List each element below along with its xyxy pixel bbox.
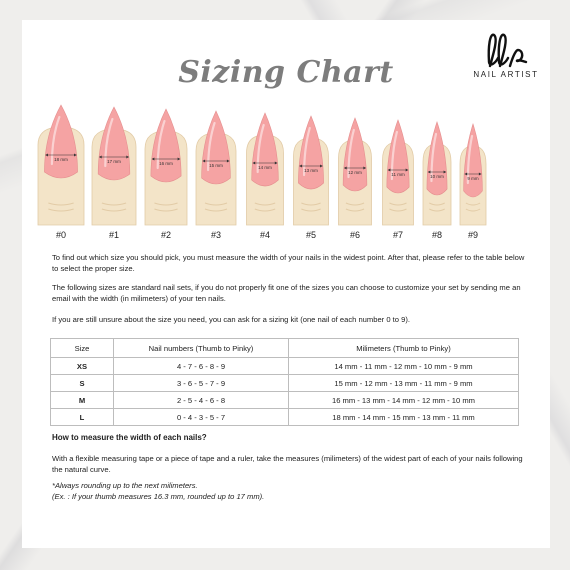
nail-0 [38, 105, 84, 240]
size-cell: L [51, 409, 114, 426]
nail-width-label: 14 mm [258, 165, 272, 170]
nail-shape [151, 109, 181, 182]
nail-shape [464, 124, 483, 197]
nail-shape [387, 120, 409, 193]
nail-shape [427, 122, 447, 195]
nail-numbers-cell: 3 - 6 - 5 - 7 - 9 [114, 375, 289, 392]
rounding-note [52, 480, 264, 502]
nail-number-label: #9 [467, 230, 479, 240]
table-row [51, 375, 519, 392]
nail-9 [460, 124, 486, 240]
nail-number-label: #6 [349, 230, 361, 240]
nail-5 [294, 116, 329, 240]
nail-shape [252, 113, 279, 186]
size-table [50, 338, 519, 426]
nail-8 [423, 122, 451, 240]
millimeters-cell: 16 mm - 13 mm - 14 mm - 12 mm - 10 mm [289, 392, 519, 409]
nail-3 [196, 111, 236, 240]
nail-width-label: 15 mm [209, 163, 223, 168]
millimeters-cell: 18 mm - 14 mm - 15 mm - 13 mm - 11 mm [289, 409, 519, 426]
nail-width-label: 9 mm [467, 176, 479, 181]
sizing-chart-card [22, 20, 550, 548]
nail-width-label: 11 mm [391, 172, 405, 177]
nail-width-label: 17 mm [107, 159, 121, 164]
nail-number-label: #7 [392, 230, 404, 240]
how-to-measure-heading: How to measure the width of each nails? [52, 433, 207, 442]
nail-numbers-cell: 2 - 5 - 4 - 6 - 8 [114, 392, 289, 409]
logo-subtitle: NAIL ARTIST [473, 70, 539, 79]
nail-2 [145, 109, 187, 240]
millimeters-cell: 14 mm - 11 mm - 12 mm - 10 mm - 9 mm [289, 358, 519, 375]
size-cell: M [51, 392, 114, 409]
page-title: Sizing Chart [178, 55, 394, 90]
size-cell: XS [51, 358, 114, 375]
header-size: Size [51, 339, 114, 358]
nail-number-label: #8 [431, 230, 443, 240]
rounding-note-line-2: (Ex. : If your thumb measures 16.3 mm, rounded up to 17 mm). [52, 492, 265, 501]
nail-width-label: 16 mm [159, 161, 173, 166]
header-millimeters: Milimeters (Thumb to Pinky) [289, 339, 519, 358]
nail-width-label: 18 mm [54, 157, 68, 162]
header-nail-numbers: Nail numbers (Thumb to Pinky) [114, 339, 289, 358]
nail-7 [383, 120, 414, 240]
nail-1 [92, 107, 136, 240]
rounding-note-line-1: *Always rounding up to the next milimeters. [52, 481, 198, 490]
standard-sets-paragraph: The following sizes are standard nail sets, if you do not properly fit one of the sizes you can choose to customize your set by sending me an email with the width (in milimeters) of your ten nails. [52, 283, 521, 303]
nail-width-label: 10 mm [430, 174, 444, 179]
nail-number-label: #2 [160, 230, 172, 240]
how-to-measure-body: With a flexible measuring tape or a piece of tape and a ruler, take the measures (milimeters) of the widest part of each of your nails following the natural curve. [52, 454, 523, 474]
nail-numbers-cell: 4 - 7 - 6 - 8 - 9 [114, 358, 289, 375]
nail-numbers-cell: 0 - 4 - 3 - 5 - 7 [114, 409, 289, 426]
nail-width-label: 13 mm [304, 168, 318, 173]
nail-number-label: #3 [210, 230, 222, 240]
nail-shape [44, 105, 77, 178]
nail-shape [98, 107, 130, 180]
table-row [51, 409, 519, 426]
nail-shape [298, 116, 323, 189]
nail-4 [247, 113, 284, 240]
nail-number-label: #0 [55, 230, 67, 240]
nail-number-label: #5 [305, 230, 317, 240]
size-cell: S [51, 375, 114, 392]
table-row [51, 358, 519, 375]
millimeters-cell: 15 mm - 12 mm - 13 mm - 11 mm - 9 mm [289, 375, 519, 392]
intro-paragraph: To find out which size you should pick, you must measure the width of your nails in the widest point. After that, please refer to the table below to select the proper size. [52, 253, 525, 273]
nail-shape [343, 118, 367, 191]
nail-number-label: #4 [259, 230, 271, 240]
nail-shape [202, 111, 231, 184]
nail-width-label: 12 mm [348, 170, 362, 175]
table-row [51, 392, 519, 409]
table-header-row [51, 339, 519, 358]
nail-6 [339, 118, 372, 240]
nail-number-label: #1 [108, 230, 120, 240]
nail-illustrations [22, 20, 550, 250]
sizing-kit-paragraph: If you are still unsure about the size you need, you can ask for a sizing kit (one nail of each number 0 to 9). [52, 315, 410, 324]
